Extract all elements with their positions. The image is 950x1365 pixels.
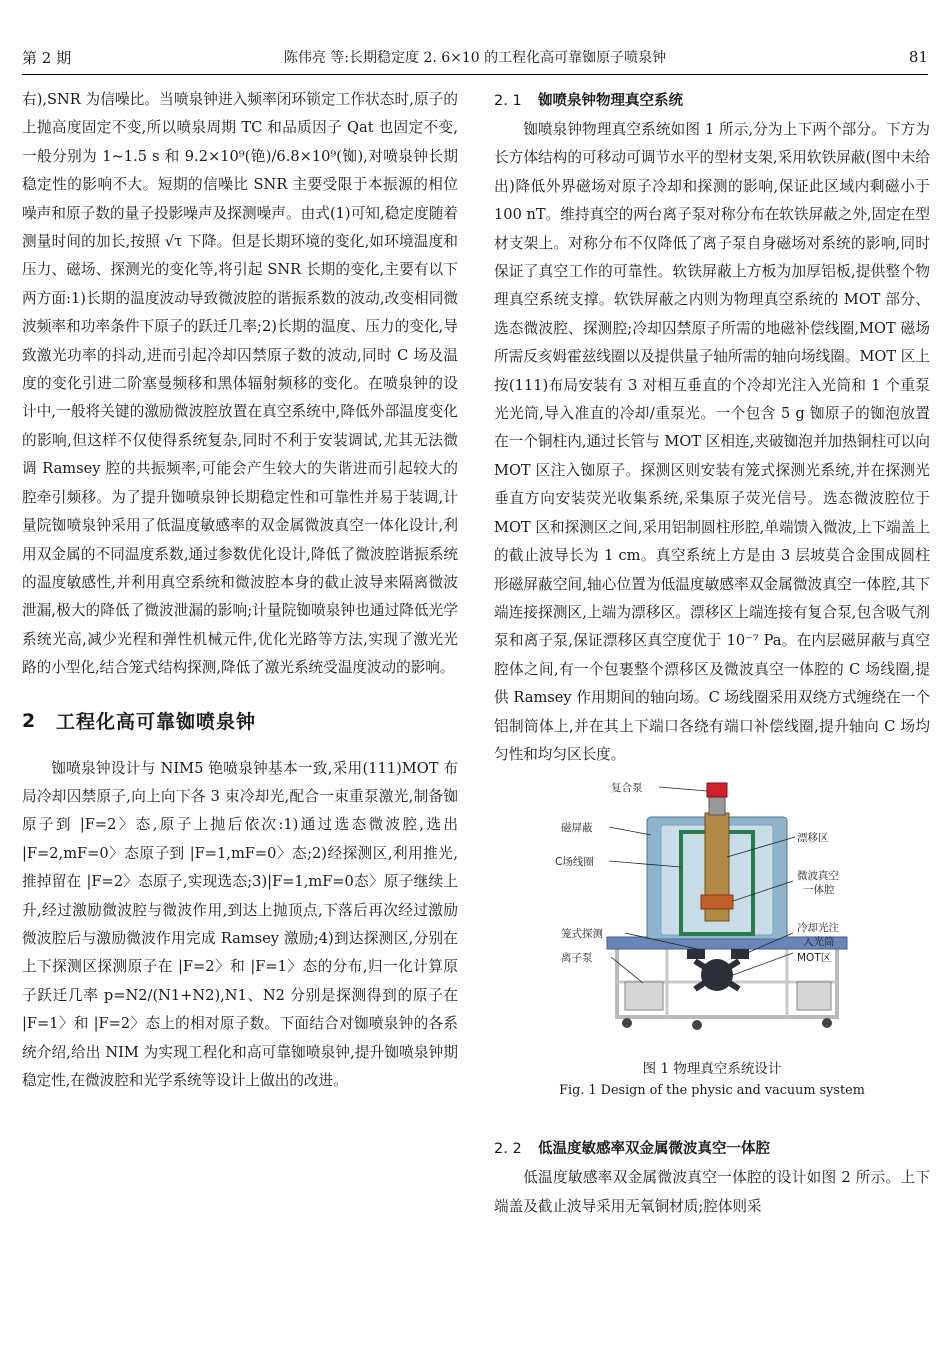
label-cooling-light-2: 入光筒 [803,936,835,949]
subsection-title-1: 铷喷泉钟物理真空系统 [538,93,683,109]
subsection-heading-1 [494,86,930,116]
subsection-title-2: 低温度敏感率双金属微波真空一体腔 [538,1141,770,1158]
right-column [494,86,930,1221]
label-cage-detection: 笼式探测 [561,928,603,941]
wheel-icon [822,1018,832,1028]
section-heading [22,701,458,741]
wheel-icon [622,1018,632,1028]
figure-caption-en: Fig. 1 Design of the physic and vacuum system [559,1083,865,1099]
subsection-number-2: 2. 2 [494,1141,522,1158]
label-c-field-coil: C场线圈 [555,856,594,869]
label-microwave-cavity-2: 一体腔 [803,884,835,897]
vacuum-system-illustration [547,777,877,1049]
ion-pump-box [797,982,831,1010]
ion-pump-box [625,982,663,1010]
page-header [22,40,928,75]
microwave-cavity [701,895,733,909]
composite-pump-top [707,783,727,797]
section-title: 工程化高可靠铷喷泉钟 [56,711,257,734]
label-magnetic-shield: 磁屏蔽 [561,822,593,835]
section-paragraph: 铷喷泉钟设计与 NIM5 铯喷泉钟基本一致,采用(111)MOT 布局冷却囚禁原子,向上向下各 3 束冷却光,配合一束重泵激光,制备铷原子到 |F=2〉态,原子上抛后依次:1)通过选态微波腔,选出 |F=2,mF=0〉态原子到 |F=1,mF=0〉态;2)经探测区,利用推光,推掉留在 |F=2〉态原子,实现选态;3)|F=1,mF=0态〉原子继续上升,经过激励微波腔与微波作用,到达上抛顶点,下落后再次经过激励微波腔后与激励微波作用完成 Ramsey 激励;4)到达探测区,分别在上下探测区探测原子在 |F=2〉和 |F=1〉态的分布,归一化计算原子跃迁几率 p=N2/(N1+N2),N1、N2 分别是探测得到的原子在 |F=1〉和 |F=2〉态上的相对原子数。下面结合对铷喷泉钟的各系统介绍,给出 NIM 为实现工程化和高可靠铷喷泉钟,提升铷喷泉钟期稳定性,在微波腔和光学系统等设计上做出的改进。 [22,759,458,1089]
journal-issue: 第 2 期 [22,48,72,67]
composite-pump-body [709,795,725,815]
left-column [22,86,458,1095]
subsection-heading-2 [494,1134,930,1164]
wheel-icon [692,1020,702,1030]
label-ion-pump: 离子泵 [561,952,593,965]
subsection-paragraph-1: 铷喷泉钟物理真空系统如图 1 所示,分为上下两个部分。下方为长方体结构的可移动可调节水平的型材支架,采用软铁屏蔽(图中未给出)降低外界磁场对原子冷却和探测的影响,保证此区域内剩磁小于 100 nT。维持真空的两台离子泵对称分布在软铁屏蔽之外,固定在型材支架上。对称分布不仅降低了离子泵自身磁场对系统的影响,同时保证了真空工作的可靠性。软铁屏蔽上方板为加厚铝板,提供整个物理真空系统支撑。软铁屏蔽之内则为物理真空系统的 MOT 部分、选态微波腔、探测腔;冷却囚禁原子所需的地磁补偿线圈,MOT 磁场所需反亥姆霍兹线圈以及提供量子轴所需的轴向场线圈。MOT 区上按(111)布局安装有 3 对相互垂直的个冷却光注入光筒和 1 个重泵光光筒,导入准直的冷却/重泵光。一个包含 5 g 铷原子的铷泡放置在一个铜柱内,通过长管与 MOT 区相连,夹破铷泡并加热铜柱可以向 MOT 区注入铷原子。探测区则安装有笼式探测光系统,并在探测光垂直方向安装荧光收集系统,采集原子荧光信号。选态微波腔位于 MOT 区和探测区之间,采用铝制圆柱形腔,单端馈入微波,上下端盖上的截止波导长为 1 cm。真空系统上方是由 3 层坡莫合金围成圆柱形磁屏蔽空间,轴心位置为低温度敏感率双金属微波真空一体腔,其下端连接探测区,上端为漂移区。漂移区上端连接有复合泵,包含吸气剂泵和离子泵,保证漂移区真空度优于 10⁻⁷ Pa。在内层磁屏蔽与真空腔体之间,有一个包裹整个漂移区及微波真空一体腔的 C 场线圈,提供 Ramsey 作用期间的轴向场。C 场线圈采用双绕方式缠绕在一个铝制筒体上,并在其上下端口各绕有端口补偿线圈,提升轴向 C 场均匀性和均匀区长度。 [494,121,930,763]
figure-1 [494,777,930,1098]
running-title: 陈伟亮 等:长期稳定度 2. 6×10 的工程化高可靠铷原子喷泉钟 [283,50,667,66]
subsection-paragraph-2: 低温度敏感率双金属微波真空一体腔的设计如图 2 所示。上下端盖及截止波导采用无氧铜材质;腔体则采 [494,1169,930,1215]
label-drift-region: 漂移区 [797,832,829,845]
page-number: 81 [908,48,928,66]
intro-paragraph: 右),SNR 为信噪比。当喷泉钟进入频率闭环锁定工作状态时,原子的上抛高度固定不变,所以喷泉周期 TC 和品质因子 Qat 也固定不变,一般分别为 1~1.5 s 和 9.2×10⁹(铯)/6.8×10⁹(铷),对喷泉钟长期稳定性的影响不大。短期的信噪比 SNR 主要受限于本振源的相位噪声和原子数的量子投影噪声及探测噪声。由式(1)可知,稳定度随着测量时间的加长,按照 √τ 下降。但是长期环境的变化,如环境温度和压力、磁场、探测光的变化等,将引起 SNR 长期的变化,主要有以下两方面:1)长期的温度波动导致微波腔的谐振系数的波动,改变相同微波频率和功率条件下原子的跃迁几率;2)长期的温度、压力的变化,导致激光功率的抖动,进而引起冷却囚禁原子数的波动,同时 C 场及温度的变化引进二阶塞曼频移和黑体辐射频移的变化。在喷泉钟的设计中,一般将关键的激励微波腔放置在真空系统中,降低外部温度变化的影响,但这样不仅使得系统复杂,同时不利于安装调试,尤其无法微调 Ramsey 腔的共振频率,可能会产生较大的失谐进而引起较大的腔牵引频移。为了提升铷喷泉钟长期稳定性和可靠性并易于装调,计量院铷喷泉钟采用了低温度敏感率的双金属微波真空一体化设计,利用双金属的不同温度系数,通过参数优化设计,降低了微波腔谐振系统的温度敏感性,并利用真空系统和微波腔本身的截止波导来隔离微波泄漏,极大的降低了微波泄漏的影响;计量院铷喷泉钟也通过降低光学系统光高,减少光程和弹性机械元件,优化光路等方法,实现了激光光路的小型化,结合笼式结构探测,降低了激光系统受温度波动的影响。 [22,91,458,677]
label-microwave-cavity-1: 微波真空 [797,870,839,883]
label-mot-region: MOT区 [797,952,832,965]
subsection-number-1: 2. 1 [494,93,522,109]
label-cooling-light-1: 冷却光注 [797,922,839,935]
figure-caption-cn: 图 1 物理真空系统设计 [642,1061,782,1078]
label-composite-pump: 复合泵 [611,782,643,795]
section-number: 2 [22,709,37,732]
